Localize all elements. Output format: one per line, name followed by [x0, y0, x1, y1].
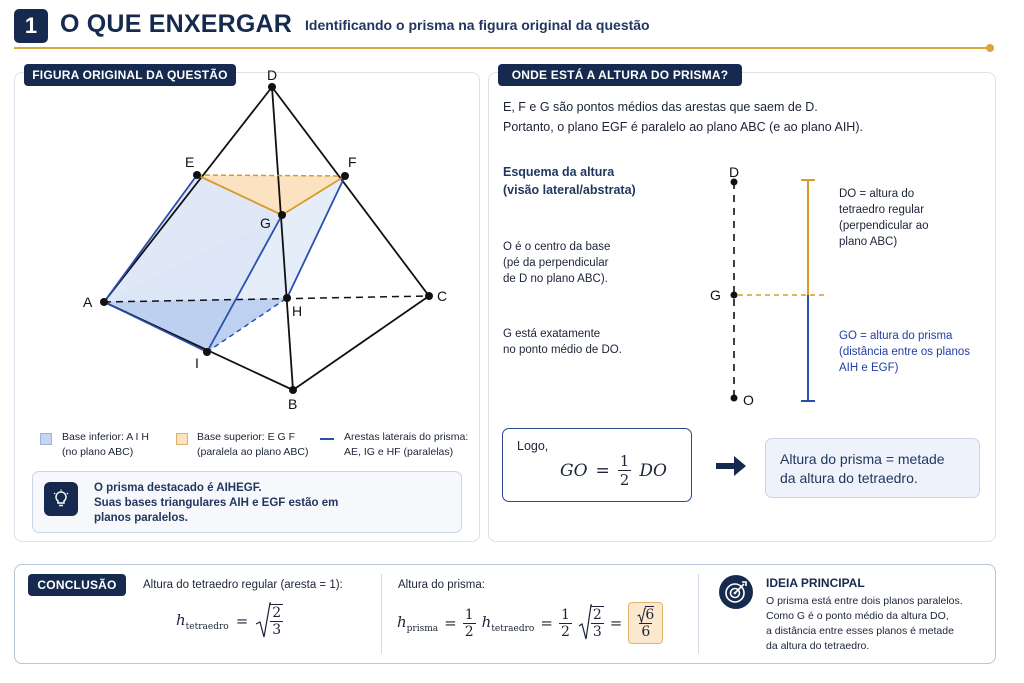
tetra-height-formula: $h_{tetraedro}$ = $\frac{2}{3}$	[176, 602, 283, 640]
scheme-label-g: G	[710, 287, 721, 303]
label-c: C	[437, 288, 448, 304]
legend-swatch-lateral-edges	[320, 438, 334, 440]
figure-panel-tag: FIGURA ORIGINAL DA QUESTÃO	[24, 64, 236, 86]
point-f	[341, 172, 349, 180]
prism-height-formula: $h_{prisma}$ = $\frac{1}{2}$ $h_{tetraedro}$ = $\frac{1}{2}$ $\frac{2}{3}$ = $\frac{6}{6}$	[397, 602, 663, 644]
page-subtitle: Identificando o prisma na figura original da questão	[305, 17, 650, 33]
do-note: DO = altura do tetraedro regular (perpendicular ao plano ABC)	[839, 188, 929, 248]
legend-swatch-upper-base	[176, 433, 188, 445]
prism-height-label: Altura do prisma:	[398, 579, 485, 591]
scheme-label-d: D	[729, 164, 740, 180]
main-idea-title: IDEIA PRINCIPAL	[766, 576, 865, 590]
legend-swatch-lower-base	[40, 433, 52, 445]
section-number-badge: 1	[14, 9, 48, 43]
prism-height-result: $\frac{6}{6}$	[628, 602, 663, 644]
conclusion-tag: CONCLUSÃO	[28, 574, 126, 596]
midpoint-g-description: G está exatamente no ponto médio de DO.	[503, 328, 622, 356]
lightbulb-icon	[44, 482, 78, 516]
scheme-point-o	[731, 395, 738, 402]
conclusion-divider-1	[381, 574, 382, 654]
label-g: G	[260, 215, 271, 231]
label-i: I	[195, 355, 199, 371]
point-a	[100, 298, 108, 306]
logo-label: Logo,	[517, 439, 549, 453]
point-g	[278, 211, 286, 219]
scheme-title: Esquema da altura (visão lateral/abstrata)	[503, 165, 636, 197]
point-e	[193, 171, 201, 179]
header-divider-dot	[986, 44, 994, 52]
label-d: D	[267, 67, 278, 83]
intro-text: E, F e G são pontos médios das arestas que saem de D. Portanto, o plano EGF é paralelo ao plano ABC (e ao plano AIH).	[503, 100, 863, 134]
label-b: B	[288, 396, 298, 412]
label-a: A	[83, 294, 93, 310]
legend-lower-base: Base inferior: A I H (no plano ABC)	[62, 431, 149, 458]
go-half-do-formula: GO = $\frac{1}{2}$ DO	[560, 452, 667, 489]
prism-info-text: O prisma destacado é AIHEGF. Suas bases triangulares AIH e EGF estão em planos paralelos.	[94, 482, 339, 524]
label-h: H	[292, 303, 303, 319]
center-o-description: O é o centro da base (pé da perpendicular de D no plano ABC).	[503, 241, 611, 285]
height-panel-tag: ONDE ESTÁ A ALTURA DO PRISMA?	[498, 64, 742, 86]
conclusion-divider-2	[698, 574, 699, 654]
scheme-point-g	[731, 292, 738, 299]
point-i	[203, 348, 211, 356]
header-divider	[14, 47, 990, 49]
height-scheme-diagram	[700, 160, 840, 420]
point-c	[425, 292, 433, 300]
legend-upper-base: Base superior: E G F (paralela ao plano ABC)	[197, 431, 309, 458]
legend-lateral-edges: Arestas laterais do prisma: AE, IG e HF (paralelas)	[344, 431, 469, 458]
point-b	[289, 386, 297, 394]
result-text: Altura do prisma = metade da altura do tetraedro.	[780, 451, 945, 486]
page-title: O QUE ENXERGAR	[60, 10, 292, 38]
arrow-right-icon	[714, 454, 748, 478]
point-h	[283, 294, 291, 302]
sqrt-symbol	[255, 602, 271, 640]
tetrahedron-figure	[14, 60, 480, 420]
label-f: F	[348, 154, 357, 170]
scheme-label-o: O	[743, 392, 754, 408]
edge-bc	[293, 296, 429, 390]
point-d	[268, 83, 276, 91]
go-note: GO = altura do prisma (distância entre os planos AIH e EGF)	[839, 330, 971, 374]
target-icon	[718, 574, 754, 610]
main-idea-text: O prisma está entre dois planos paralelos. Como G é o ponto médio da altura DO, a distância entre esses planos é metade da altura do tetraedro.	[766, 595, 963, 652]
label-e: E	[185, 154, 195, 170]
tetra-height-label: Altura do tetraedro regular (aresta = 1):	[143, 579, 343, 591]
